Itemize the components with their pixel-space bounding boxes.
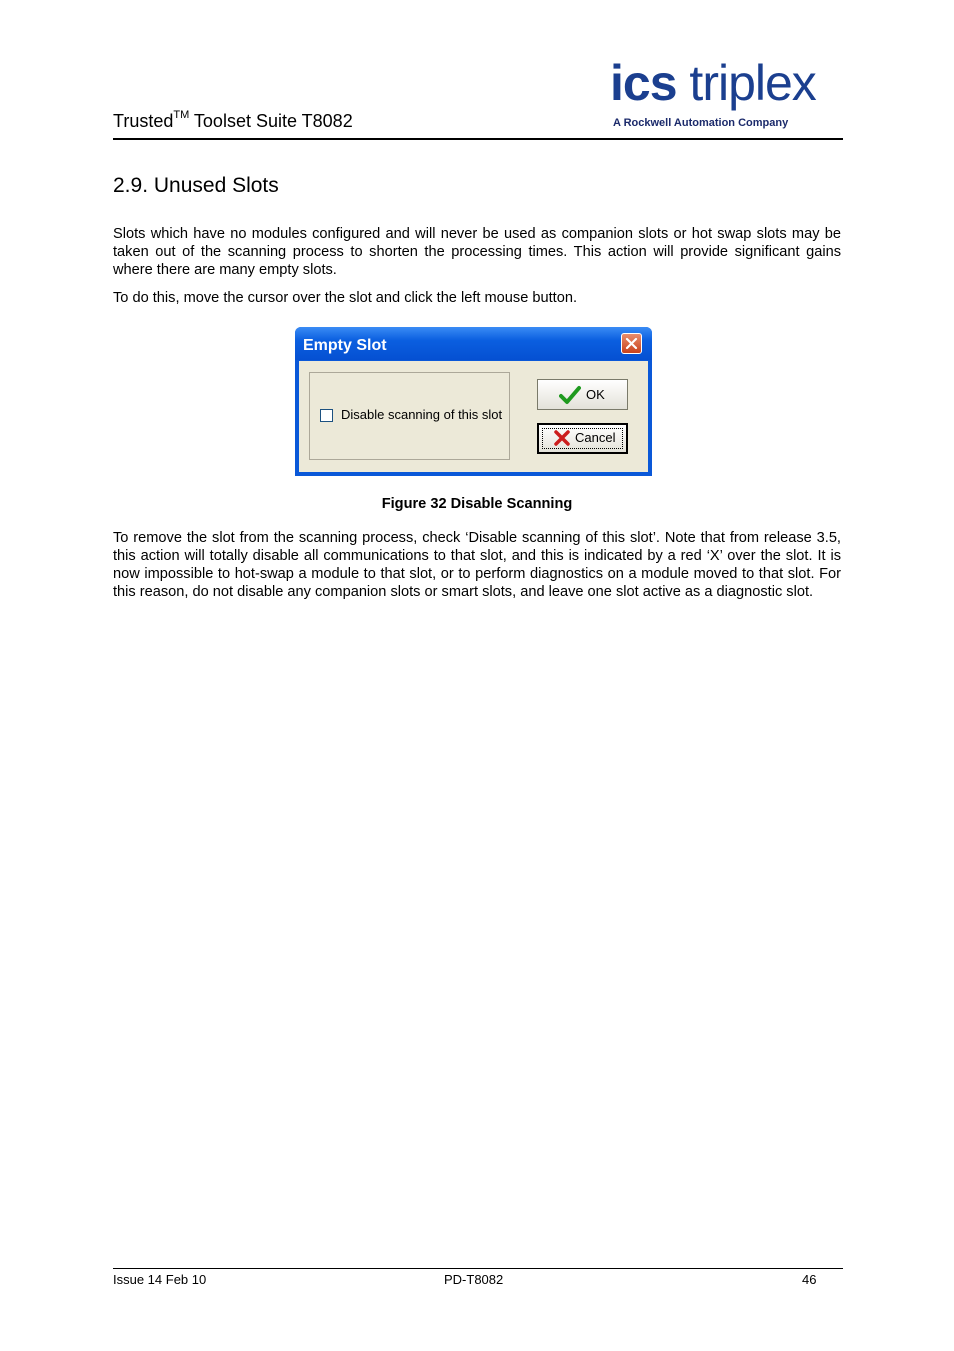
body-paragraph-1: Slots which have no modules configured and will never be used as companion slots or hot swap slots may be taken out of the scanning process to shorten the processing times. This action will provide significant gains where there are many empty slots. bbox=[113, 226, 841, 278]
footer-issue: Issue 14 Feb 10 bbox=[113, 1272, 207, 1287]
figure-caption: Figure 32 Disable Scanning bbox=[381, 496, 573, 512]
header-divider bbox=[113, 138, 843, 140]
empty-slot-dialog bbox=[295, 327, 652, 476]
cancel-button-label: Cancel bbox=[575, 430, 616, 445]
document-header-title bbox=[113, 109, 353, 131]
header-title-post: Toolset Suite T8082 bbox=[189, 111, 353, 131]
check-icon bbox=[559, 385, 581, 405]
footer-divider bbox=[113, 1268, 843, 1269]
section-heading: 2.9. Unused Slots bbox=[113, 174, 279, 197]
disable-scanning-checkbox[interactable] bbox=[320, 409, 333, 422]
body-paragraph-2: To do this, move the cursor over the slot and click the left mouse button. bbox=[113, 290, 577, 306]
company-logo bbox=[610, 55, 844, 129]
ok-button-label: OK bbox=[586, 387, 605, 402]
logo-wordmark bbox=[610, 55, 844, 111]
close-icon bbox=[625, 337, 638, 350]
logo-wordmark-light: triplex bbox=[689, 55, 816, 111]
body-paragraph-3: To remove the slot from the scanning process, check ‘Disable scanning of this slot’. Note that from release 3.5, this action will totally disable all communications to that slot, and this is indicated by a red ‘X’ over the slot. It is now impossible to hot-swap a module to that slot, or to perform diagnostics on a module moved to that slot. For this reason, do not disable any companion slots or smart slots, and leave one slot active as a diagnostic slot. bbox=[113, 530, 841, 600]
close-button[interactable] bbox=[621, 333, 642, 354]
x-icon bbox=[553, 429, 571, 447]
disable-scanning-label[interactable]: Disable scanning of this slot bbox=[341, 407, 503, 422]
footer-document-id: PD-T8082 bbox=[444, 1272, 504, 1287]
dialog-client-area bbox=[299, 361, 648, 472]
cancel-button[interactable] bbox=[537, 423, 628, 454]
dialog-titlebar[interactable] bbox=[295, 327, 652, 360]
dialog-title: Empty Slot bbox=[303, 337, 387, 354]
footer-page-number: 46 bbox=[802, 1272, 817, 1287]
header-title-pre: Trusted bbox=[113, 111, 174, 131]
logo-tagline: A Rockwell Automation Company bbox=[613, 117, 789, 129]
options-groupbox bbox=[309, 372, 510, 460]
ok-button[interactable] bbox=[537, 379, 628, 410]
logo-wordmark-bold: ics bbox=[610, 55, 677, 111]
trademark-superscript: TM bbox=[173, 109, 190, 121]
